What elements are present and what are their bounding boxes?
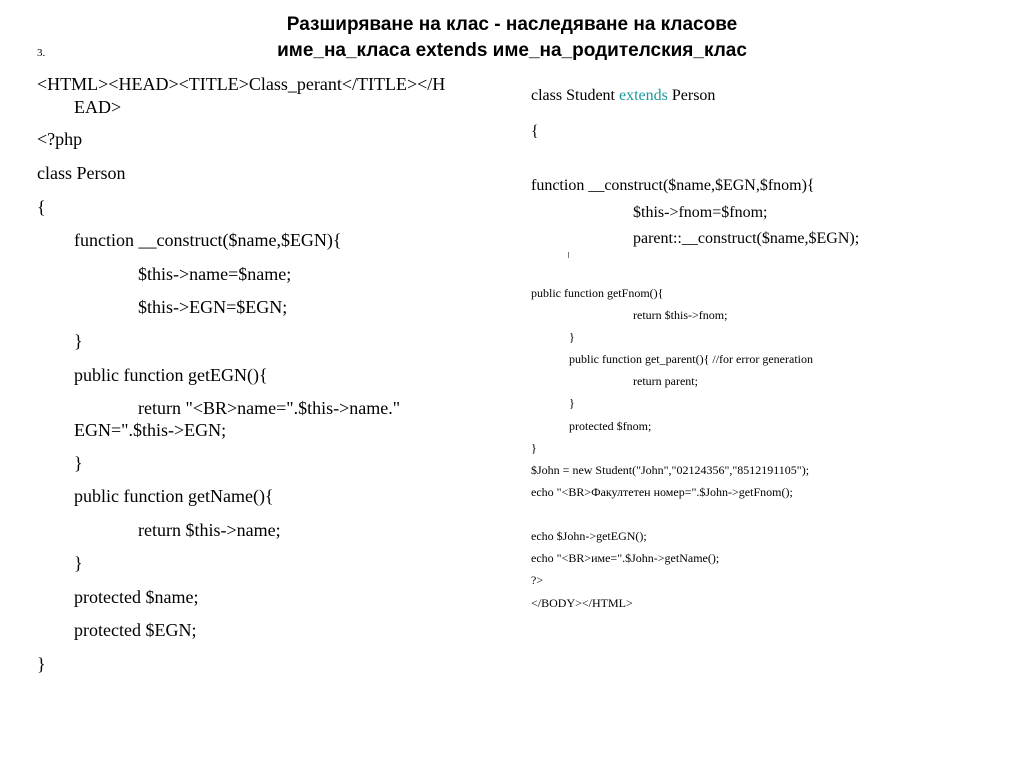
code-line-get-parent: public function get_parent(){ //for error generation	[569, 352, 813, 366]
code-line-get-egn: public function getEGN(){	[74, 365, 268, 385]
code-line-assign-egn: $this->EGN=$EGN;	[138, 297, 288, 317]
extends-keyword: extends	[619, 87, 668, 104]
code-line-assign-name: $this->name=$name;	[138, 264, 292, 284]
code-line-brace-close: }	[569, 396, 575, 410]
slide-title-line-2: име_на_класа extends име_на_родителския_клас	[277, 40, 747, 61]
code-line-echo-egn: echo $John->getEGN();	[531, 529, 647, 543]
code-line-parent-call: parent::__construct($name,$EGN);	[633, 230, 860, 247]
code-line-echo-name: echo "<BR>име=".$John->getName();	[531, 551, 720, 565]
code-line-return-egn-cont: EGN=".$this->EGN;	[74, 420, 227, 440]
code-line-brace-open: {	[531, 123, 539, 140]
code-line-return-fnom: return $this->fnom;	[633, 308, 728, 322]
code-line-brace-close: }	[74, 331, 83, 351]
slide-title-line-1: Разширяване на клас - наследяване на класове	[286, 14, 738, 35]
code-line-brace-open: {	[37, 197, 46, 217]
stray-mark	[568, 252, 569, 258]
code-line-class-student	[531, 86, 715, 106]
code-line-html-head: <HTML><HEAD><TITLE>Class_perant</TITLE></H	[37, 74, 446, 94]
code-line-class-close: }	[531, 441, 537, 455]
code-line-php-close: ?>	[531, 573, 544, 587]
code-line-return-egn: return "<BR>name=".$this->name."	[138, 398, 401, 418]
code-line-prop-fnom: protected $fnom;	[569, 419, 652, 433]
code-line-get-name: public function getName(){	[74, 486, 274, 506]
code-line-brace-close: }	[74, 553, 83, 573]
code-line-html-head-cont: EAD>	[74, 97, 122, 117]
class-student-text: class Student	[531, 87, 615, 104]
code-line-john-new: $John = new Student("John","02124356","8512191105");	[531, 463, 810, 477]
code-line-brace-close: }	[569, 330, 575, 344]
code-line-construct: function __construct($name,$EGN,$fnom){	[531, 177, 815, 194]
code-line-get-fnom: public function getFnom(){	[531, 286, 664, 300]
code-line-prop-name: protected $name;	[74, 587, 199, 607]
parent-class-text: Person	[671, 87, 716, 104]
code-line-echo-fnom: echo "<BR>Факултетен номер=".$John->getFnom();	[531, 485, 793, 499]
code-line-return-name: return $this->name;	[138, 520, 281, 540]
code-line-php-open: <?php	[37, 129, 83, 149]
code-line-body-close: </BODY></HTML>	[531, 596, 633, 610]
code-line-class-person: class Person	[37, 163, 126, 183]
code-line-prop-egn: protected $EGN;	[74, 620, 197, 640]
slide-number: 3.	[37, 47, 46, 59]
code-line-brace-close: }	[74, 453, 83, 473]
code-line-class-close: }	[37, 654, 46, 674]
code-line-assign-fnom: $this->fnom=$fnom;	[633, 204, 768, 221]
code-line-return-parent: return parent;	[633, 374, 698, 388]
code-line-construct: function __construct($name,$EGN){	[74, 230, 342, 250]
